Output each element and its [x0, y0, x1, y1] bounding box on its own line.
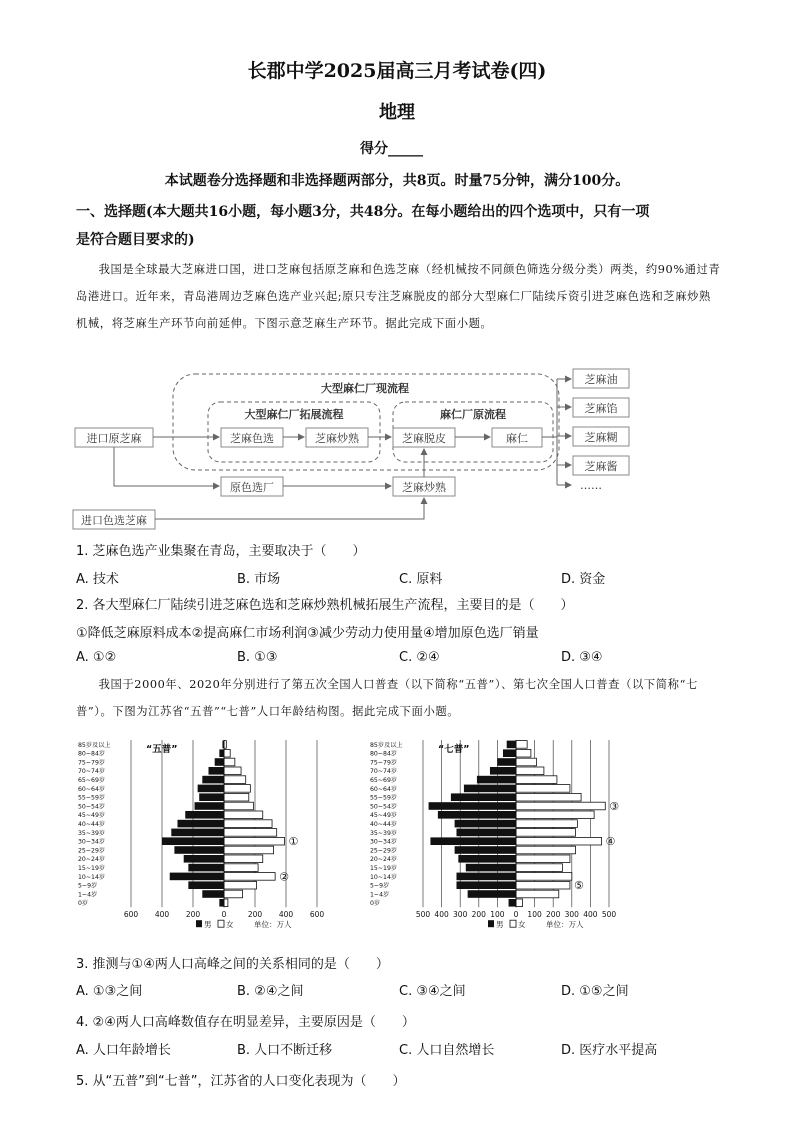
qipu-tick-label: 400 — [583, 910, 598, 920]
qipu-bar-male — [458, 855, 516, 863]
qipu-bar-male — [451, 793, 516, 801]
q1-option-c[interactable]: C. 原料 — [399, 572, 443, 587]
wupu-legend-male: 男 — [204, 920, 212, 930]
qipu-bar-female — [516, 767, 544, 775]
wupu-age-label: 70~74岁 — [78, 768, 106, 776]
wupu-age-label: 30~34岁 — [78, 838, 106, 846]
exam-info: 本试题卷分选择题和非选择题两部分，共8页。时量75分钟，满分100分。 — [164, 173, 630, 189]
product-filling-label: 芝麻馅 — [584, 402, 618, 415]
wupu-marker: ② — [279, 870, 290, 884]
wupu-bar-female — [224, 785, 250, 793]
wupu-tick-label: 200 — [185, 910, 201, 920]
wupu-age-label: 50~54岁 — [78, 803, 106, 811]
wupu-age-label: 0岁 — [78, 900, 89, 908]
wupu-bar-male — [199, 793, 224, 801]
wupu-bar-female — [224, 749, 230, 757]
q3-stem: 3. 推测与①④两人口高峰之间的关系相同的是（ ） — [76, 957, 389, 972]
wupu-bar-female — [224, 829, 277, 837]
wupu-tick-label: 0 — [221, 910, 227, 920]
qipu-marker: ③ — [609, 800, 620, 813]
wupu-age-label: 15~19岁 — [78, 865, 106, 872]
kernel-label: 麻仁 — [506, 432, 528, 445]
wupu-bar-male — [202, 890, 224, 898]
wupu-marker: ① — [288, 835, 299, 849]
qipu-bar-male — [455, 846, 516, 854]
qipu-bar-male — [456, 881, 516, 889]
qipu-bar-male — [455, 820, 516, 828]
qipu-bar-female — [516, 881, 570, 889]
qipu-age-label: 40~44岁 — [370, 821, 398, 828]
q2-items: ①降低芝麻原料成本②提高麻仁市场利润③减少劳动力使用量④增加原色选厂销量 — [76, 626, 539, 641]
dehull-label: 芝麻脱皮 — [402, 432, 446, 445]
wupu-bar-male — [185, 811, 224, 819]
qipu-age-label: 1~4岁 — [370, 891, 390, 899]
wupu-bar-male — [188, 864, 224, 872]
wupu-age-label: 20~24岁 — [78, 856, 106, 864]
q2-stem: 2. 各大型麻仁厂陆续引进芝麻色选和芝麻炒熟机械拓展生产流程，主要目的是（ ） — [76, 598, 574, 613]
wupu-bar-female — [224, 899, 228, 907]
wupu-bar-female — [224, 881, 257, 889]
wupu-bar-male — [188, 881, 224, 889]
wupu-age-label: 5~9岁 — [78, 882, 98, 890]
qipu-age-label: 65~69岁 — [370, 777, 398, 784]
qipu-bar-female — [516, 749, 531, 757]
section-heading-line2: 是符合题目要求的) — [76, 232, 195, 248]
qipu-tick-label: 100 — [490, 910, 505, 920]
qipu-pyramid-label: “七普” — [438, 744, 470, 755]
q1-option-a[interactable]: A. 技术 — [76, 572, 119, 587]
wupu-bar-female — [224, 873, 275, 881]
qipu-tick-label: 200 — [546, 910, 561, 920]
wupu-bar-male — [219, 899, 224, 907]
qipu-bar-male — [468, 890, 516, 898]
outer-process-label: 大型麻仁厂现流程 — [321, 382, 409, 395]
qipu-age-label: 55~59岁 — [370, 794, 398, 802]
q3-option-a[interactable]: A. ①③之间 — [76, 984, 143, 999]
wupu-bar-female — [224, 837, 284, 845]
wupu-age-label: 45~49岁 — [78, 812, 106, 820]
q1-option-d[interactable]: D. 资金 — [561, 572, 606, 587]
wupu-bar-female — [224, 855, 263, 863]
raw-import-label: 进口原芝麻 — [86, 432, 142, 445]
qipu-bar-female — [516, 785, 570, 793]
qipu-age-label: 75~79岁 — [370, 759, 398, 767]
qipu-bar-male — [456, 829, 516, 837]
sesame-flow-diagram — [70, 364, 670, 534]
wupu-bar-female — [224, 864, 258, 872]
qipu-bar-female — [516, 811, 594, 819]
q2-option-b[interactable]: B. ①③ — [237, 650, 278, 665]
wupu-age-label: 85岁及以上 — [78, 741, 111, 749]
wupu-bar-female — [224, 793, 249, 801]
q2-option-d[interactable]: D. ③④ — [561, 650, 603, 665]
qipu-bar-male — [497, 758, 516, 766]
qipu-bar-male — [490, 767, 516, 775]
expand-process-label: 大型麻仁厂拓展流程 — [244, 408, 344, 421]
pyramid-wupu — [76, 736, 346, 940]
pyramid-qipu — [368, 736, 638, 940]
qipu-bar-male — [503, 749, 516, 757]
q3-option-c[interactable]: C. ③④之间 — [399, 984, 466, 999]
qipu-age-label: 15~19岁 — [370, 865, 398, 872]
wupu-tick-label: 200 — [247, 910, 263, 920]
qipu-bar-male — [507, 741, 516, 749]
orig-sort-factory-label: 原色选厂 — [230, 481, 274, 494]
wupu-bar-male — [170, 873, 224, 881]
qipu-bar-female — [516, 820, 577, 828]
q4-option-d[interactable]: D. 医疗水平提高 — [561, 1043, 658, 1058]
wupu-tick-label: 400 — [154, 910, 170, 920]
q1-stem: 1. 芝麻色选产业集聚在青岛，主要取决于（ ） — [76, 544, 366, 559]
qipu-tick-label: 500 — [601, 910, 617, 920]
qipu-legend-male-swatch — [488, 920, 494, 927]
qipu-tick-label: 500 — [415, 910, 431, 920]
wupu-age-label: 40~44岁 — [78, 821, 106, 828]
product-sauce-label: 芝麻酱 — [584, 460, 618, 473]
wupu-bar-female — [224, 767, 241, 775]
wupu-age-label: 1~4岁 — [78, 891, 98, 899]
orig-process-label: 麻仁厂原流程 — [440, 408, 506, 421]
qipu-bar-male — [456, 873, 516, 881]
qipu-tick-label: 300 — [453, 910, 468, 920]
product-paste-label: 芝麻糊 — [584, 431, 618, 444]
wupu-unit-label: 单位：万人 — [254, 920, 292, 930]
qipu-age-label: 10~14岁 — [370, 873, 398, 881]
wupu-bar-male — [195, 802, 224, 810]
qipu-bar-female — [516, 802, 605, 810]
roast2-label: 芝麻炒熟 — [402, 481, 446, 494]
wupu-age-label: 80~84岁 — [78, 750, 106, 758]
qipu-bar-female — [516, 855, 570, 863]
qipu-age-label: 60~64岁 — [370, 785, 398, 793]
passage-sesame: 我国是全球最大芝麻进口国，进口芝麻包括原芝麻和色选芝麻（经机械按不同颜色筛选分级分类）两类，约90%通过青岛港进口。近年来，青岛港周边芝麻色选产业兴起;原只专注芝麻脱皮的部分大型麻仁厂陆续斥资引进芝麻色选和芝麻炒熟机械，将芝麻生产环节向前延伸。下图示意芝麻生产环节。据此完成下面小题。 — [76, 263, 721, 330]
score-field: 得分_____ — [360, 141, 423, 157]
wupu-bar-male — [209, 767, 225, 775]
qipu-tick-label: 300 — [564, 910, 579, 920]
qipu-legend-female: 女 — [518, 920, 526, 930]
wupu-age-label: 25~29岁 — [78, 847, 106, 855]
qipu-legend-female-swatch — [510, 920, 516, 927]
qipu-bar-female — [516, 758, 536, 766]
wupu-tick-label: 400 — [278, 910, 294, 920]
qipu-bar-male — [464, 785, 516, 793]
wupu-bar-male — [174, 846, 224, 854]
q1-option-b[interactable]: B. 市场 — [237, 572, 281, 587]
qipu-age-label: 70~74岁 — [370, 768, 398, 776]
qipu-bar-male — [509, 899, 516, 907]
wupu-tick-label: 600 — [309, 910, 325, 920]
qipu-unit-label: 单位：万人 — [546, 920, 584, 930]
wupu-bar-female — [224, 802, 253, 810]
qipu-bar-male — [438, 811, 516, 819]
exam-title: 长郡中学2025届高三月考试卷(四) — [247, 60, 547, 82]
wupu-legend-female: 女 — [226, 920, 234, 930]
wupu-tick-label: 600 — [123, 910, 139, 920]
q4-stem: 4. ②④两人口高峰数值存在明显差异，主要原因是（ ） — [76, 1015, 415, 1030]
wupu-legend-female-swatch — [218, 920, 224, 927]
qipu-bar-female — [516, 837, 602, 845]
qipu-legend-male: 男 — [496, 920, 504, 930]
qipu-age-label: 20~24岁 — [370, 856, 398, 864]
qipu-bar-female — [516, 793, 581, 801]
qipu-bar-female — [516, 864, 563, 872]
q2-option-c[interactable]: C. ②④ — [399, 650, 440, 665]
qipu-age-label: 30~34岁 — [370, 838, 398, 846]
qipu-bar-female — [516, 741, 527, 749]
qipu-bar-male — [429, 802, 516, 810]
qipu-age-label: 50~54岁 — [370, 803, 398, 811]
qipu-tick-label: 200 — [471, 910, 486, 920]
qipu-age-label: 35~39岁 — [370, 829, 398, 837]
qipu-age-label: 80~84岁 — [370, 750, 398, 758]
qipu-bar-male — [477, 776, 516, 784]
subject-title: 地理 — [379, 102, 415, 123]
qipu-age-label: 5~9岁 — [370, 882, 390, 890]
wupu-bar-female — [224, 776, 246, 784]
q3-option-b[interactable]: B. ②④之间 — [237, 984, 304, 999]
qipu-bar-male — [466, 864, 516, 872]
qipu-bar-female — [516, 899, 523, 907]
qipu-bar-female — [516, 776, 557, 784]
wupu-bar-male — [198, 785, 224, 793]
qipu-bar-female — [516, 846, 576, 854]
q5-stem: 5. 从“五普”到“七普”，江苏省的人口变化表现为（ ） — [76, 1074, 406, 1089]
product-more-label: …… — [580, 479, 602, 492]
wupu-age-label: 55~59岁 — [78, 794, 106, 802]
wupu-bar-male — [162, 837, 224, 845]
product-oil-label: 芝麻油 — [584, 373, 618, 386]
section-heading-line1: 一、选择题(本大题共16小题，每小题3分，共48分。在每小题给出的四个选项中，只有一项 — [76, 204, 650, 220]
wupu-bar-male — [184, 855, 224, 863]
qipu-tick-label: 0 — [513, 910, 519, 920]
qipu-bar-female — [516, 873, 572, 881]
wupu-bar-male — [171, 829, 224, 837]
wupu-bar-female — [224, 758, 235, 766]
qipu-age-label: 85岁及以上 — [370, 741, 403, 749]
wupu-bar-female — [224, 846, 274, 854]
qipu-tick-label: 100 — [527, 910, 542, 920]
wupu-bar-male — [215, 758, 224, 766]
q4-option-a[interactable]: A. 人口年龄增长 — [76, 1043, 171, 1058]
wupu-age-label: 10~14岁 — [78, 873, 106, 881]
wupu-pyramid-label: “五普” — [146, 744, 178, 755]
qipu-age-label: 25~29岁 — [370, 847, 398, 855]
q3-option-d[interactable]: D. ①⑤之间 — [561, 984, 629, 999]
wupu-age-label: 35~39岁 — [78, 829, 106, 837]
qipu-tick-label: 400 — [434, 910, 449, 920]
wupu-bar-male — [219, 749, 224, 757]
qipu-age-label: 0岁 — [370, 900, 381, 908]
wupu-legend-male-swatch — [196, 920, 202, 927]
qipu-age-label: 45~49岁 — [370, 812, 398, 820]
color-import-label: 进口色选芝麻 — [81, 514, 147, 527]
passage-census: 我国于2000年、2020年分别进行了第五次全国人口普查（以下简称“五普”）、第七次全国人口普查（以下简称“七普”）。下图为江苏省“五普”“七普”人口年龄结构图。据此完成下面小题。 — [76, 678, 698, 718]
q2-option-a[interactable]: A. ①② — [76, 650, 117, 665]
wupu-bar-female — [224, 811, 263, 819]
wupu-age-label: 60~64岁 — [78, 785, 106, 793]
roast1-label: 芝麻炒熟 — [315, 432, 359, 445]
qipu-bar-male — [430, 837, 516, 845]
qipu-bar-female — [516, 829, 576, 837]
flow-arrows — [114, 379, 571, 519]
wupu-bar-female — [224, 890, 243, 898]
wupu-bar-male — [178, 820, 225, 828]
qipu-marker: ④ — [605, 835, 616, 849]
color-sort-label: 芝麻色选 — [230, 432, 274, 445]
qipu-bar-female — [516, 890, 559, 898]
wupu-bar-female — [224, 820, 272, 828]
wupu-age-label: 75~79岁 — [78, 759, 106, 767]
wupu-bar-male — [202, 776, 224, 784]
wupu-age-label: 65~69岁 — [78, 777, 106, 784]
q4-option-c[interactable]: C. 人口自然增长 — [399, 1043, 495, 1058]
q4-option-b[interactable]: B. 人口不断迁移 — [237, 1043, 333, 1058]
qipu-marker: ⑤ — [573, 879, 584, 893]
